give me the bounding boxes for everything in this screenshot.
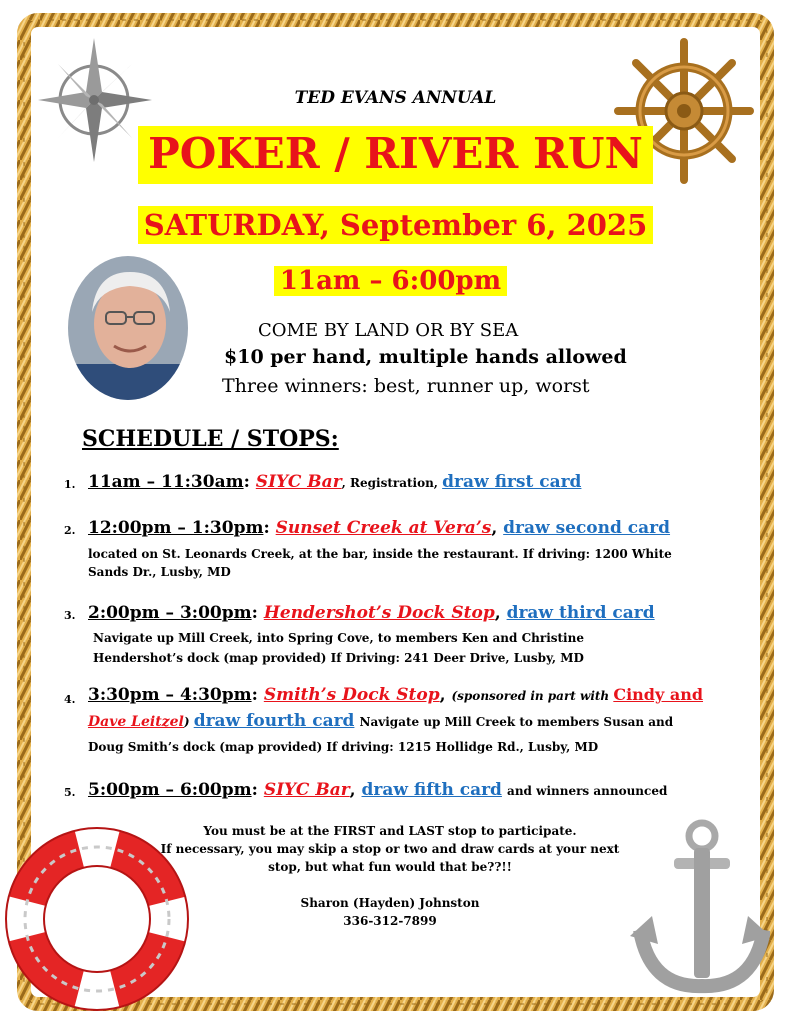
stop-draw: draw first card <box>442 472 582 492</box>
event-title: POKER / RIVER RUN <box>138 126 653 184</box>
contact-phone: 336-312-7899 <box>343 914 437 928</box>
stop-detail-2: Sands Dr., Lusby, MD <box>88 565 231 579</box>
schedule-heading: SCHEDULE / STOPS: <box>82 426 339 452</box>
stop-sponsor-name-2: Dave Leitzel <box>88 714 184 730</box>
stop-sponsor-name-1: Cindy and <box>613 685 704 704</box>
footer-line-3: stop, but what fun would that be??!! <box>268 860 512 874</box>
date-block <box>0 206 791 244</box>
stop-time: 5:00pm – 6:00pm <box>88 780 252 800</box>
stop-detail-1: Navigate up Mill Creek, into Spring Cove, to members Ken and Christine <box>93 631 584 645</box>
stop-location: SIYC Bar <box>263 780 350 800</box>
stop-time: 12:00pm – 1:30pm <box>88 518 264 538</box>
stop-location: Sunset Creek at Vera’s <box>275 518 492 538</box>
footer-line-1: You must be at the FIRST and LAST stop to participate. <box>203 824 577 838</box>
stop-location: Hendershot’s Dock Stop <box>263 603 495 623</box>
stop-detail-1: Navigate up Mill Creek to members Susan and <box>359 715 674 729</box>
stop-time: 11am – 11:30am <box>88 472 244 492</box>
stop-location: SIYC Bar <box>255 472 342 492</box>
stop-number: 3. <box>64 609 76 622</box>
stop-detail-2: Hendershot’s dock (map provided) If Driving: 241 Deer Drive, Lusby, MD <box>93 651 584 665</box>
contact <box>50 894 730 930</box>
stop-detail-2: Doug Smith’s dock (map provided) If driving: 1215 Hollidge Rd., Lusby, MD <box>88 740 599 754</box>
footer-line-2: If necessary, you may skip a stop or two and draw cards at your next <box>160 842 620 856</box>
stop-draw: draw third card <box>506 603 655 623</box>
info-winners: Three winners: best, runner up, worst <box>222 375 590 397</box>
stop-number: 1. <box>64 478 76 491</box>
stop-sponsor-prefix: (sponsored in part with <box>451 689 614 703</box>
info-land-sea: COME BY LAND OR BY SEA <box>258 320 519 341</box>
stop-draw: draw fifth card <box>361 780 502 800</box>
stop-extra: , Registration, <box>341 476 443 490</box>
stop-number: 2. <box>64 524 76 537</box>
time-block <box>0 266 791 296</box>
stop-time: 2:00pm – 3:00pm <box>88 603 252 623</box>
contact-name: Sharon (Hayden) Johnston <box>300 896 480 910</box>
stop-detail-1: located on St. Leonards Creek, at the bar, inside the restaurant. If driving: 1200 White <box>88 547 672 561</box>
stop-draw: draw second card <box>503 518 671 538</box>
stop-number: 4. <box>64 693 76 706</box>
pretitle: TED EVANS ANNUAL <box>294 88 497 108</box>
stop-extra: and winners announced <box>507 784 668 798</box>
stop-location: Smith’s Dock Stop <box>263 685 440 705</box>
event-time: 11am – 6:00pm <box>274 266 507 296</box>
info-price: $10 per hand, multiple hands allowed <box>224 346 627 368</box>
footer-note <box>50 822 730 876</box>
stop-number: 5. <box>64 786 76 799</box>
stop-draw: draw fourth card <box>193 711 355 731</box>
event-date: SATURDAY, September 6, 2025 <box>138 206 654 244</box>
title-block <box>0 126 791 184</box>
stop-time: 3:30pm – 4:30pm <box>88 685 252 705</box>
